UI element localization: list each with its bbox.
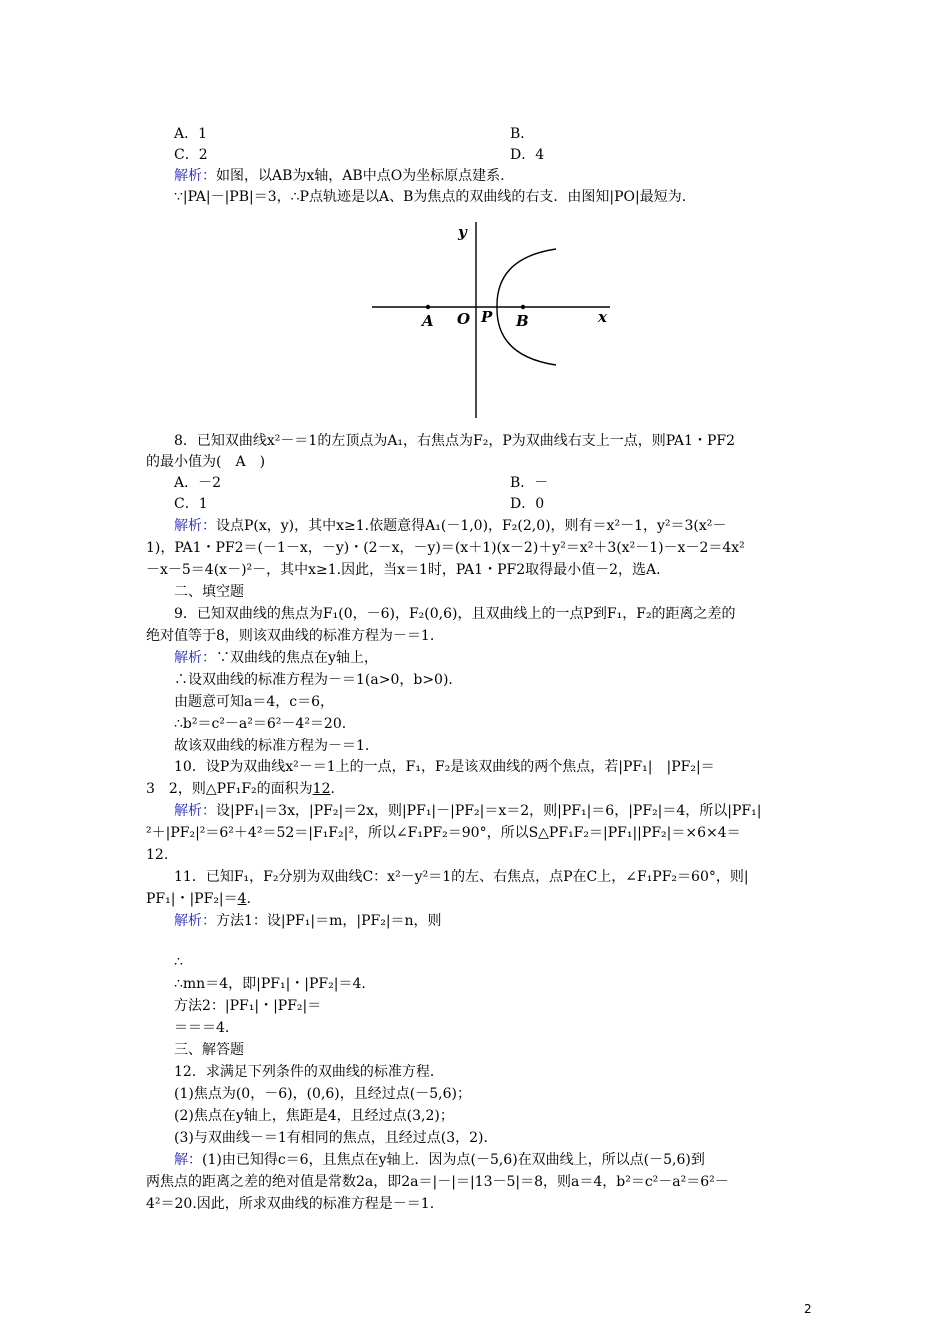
q11-solution-line-5: ＝＝＝4.	[174, 1020, 230, 1036]
q8-solution-line-1: 解析：设点P(x，y)，其中x≥1.依题意得A₁(－1,0)，F₂(2,0)，则有＝x²－1，y²＝3(x²－	[174, 518, 727, 534]
q9-line-1: 9．已知双曲线的焦点为F₁(0，－6)，F₂(0,6)，且双曲线上的一点P到F₁，F₂的距离之差的	[174, 606, 736, 622]
q10-solution-line-3: 12.	[146, 847, 169, 863]
point-a	[426, 305, 430, 309]
label-a: A	[422, 312, 434, 330]
q8-line-1: 8．已知双曲线x²－＝1的左顶点为A₁，右焦点为F₂，P为双曲线右支上一点，则PA1・PF2	[174, 433, 735, 449]
q7-solution-line-2: ∵|PA|－|PB|＝3，∴P点轨迹是以A、B为焦点的双曲线的右支．由图知|PO|最短为.	[174, 189, 687, 205]
q8-solution-line-2: 1)，PA1・PF2＝(－1－x，－y)・(2－x，－y)＝(x＋1)(x－2)＋y²＝x²＋3(x²－1)－x－2＝4x²	[146, 540, 745, 556]
q7-option-c: C．2	[174, 147, 208, 163]
q9-solution-line-4: ∴b²＝c²－a²＝6²－4²＝20.	[174, 716, 347, 732]
label-p: P	[481, 308, 493, 326]
q10-solution-line-1: 解析：设|PF₁|＝3x，|PF₂|＝2x，则|PF₁|－|PF₂|＝x＝2，则|PF₁|＝6，|PF₂|＝4，所以|PF₁|	[174, 803, 762, 819]
section-answer-heading: 三、解答题	[174, 1042, 244, 1058]
solution-label: 解析：	[174, 650, 216, 666]
q10-answer: 12	[312, 781, 331, 797]
q9-solution-line-2: ∴设双曲线的标准方程为－＝1(a>0，b>0)．	[174, 672, 463, 688]
section-fill-in-heading: 二、填空题	[174, 584, 244, 600]
q10-solution-line-2: ²＋|PF₂|²＝6²＋4²＝52＝|F₁F₂|²，所以∠F₁PF₂＝90°，所以S△PF₁F₂＝|PF₁||PF₂|＝×6×4＝	[146, 825, 741, 841]
solution-label: 解析：	[174, 913, 216, 929]
q12-solution-line-2: 两焦点的距离之差的绝对值是常数2a，即2a＝|－|＝|13－5|＝8，则a＝4，b²＝c²－a²＝6²－	[146, 1174, 729, 1190]
solution-label: 解析：	[174, 168, 216, 184]
q7-option-d: D．4	[510, 147, 545, 163]
q12-solution-line-3: 4²＝20.因此，所求双曲线的标准方程是－＝1.	[146, 1196, 435, 1212]
q7-solution-line-1: 解析：如图，以AB为x轴，AB中点O为坐标原点建系.	[174, 168, 505, 184]
label-o: O	[457, 310, 471, 328]
q12-line-1: 12．求满足下列条件的双曲线的标准方程．	[174, 1064, 444, 1080]
hyperbola-figure	[370, 218, 620, 423]
q12-solution-line-1: 解：(1)由已知得c＝6，且焦点在y轴上．因为点(－5,6)在双曲线上，所以点(－5,6)到	[174, 1152, 705, 1168]
q8-option-b: B．－	[510, 475, 549, 491]
q11-solution-line-4: 方法2：|PF₁|・|PF₂|＝	[174, 998, 322, 1014]
y-axis-label: y	[458, 223, 467, 241]
solution-label: 解：	[174, 1152, 202, 1168]
q7-option-b: B．	[510, 126, 535, 142]
solution-label: 解析：	[174, 518, 216, 534]
q10-line-2: 3 2，则△PF₁F₂的面积为12.	[146, 781, 335, 797]
q11-answer: 4	[237, 891, 247, 907]
q8-option-d: D．0	[510, 496, 545, 512]
page-number: 2	[804, 1302, 812, 1316]
label-b: B	[516, 312, 529, 330]
q9-line-2: 绝对值等于8，则该双曲线的标准方程为－＝1.	[146, 628, 435, 644]
q11-solution-line-2: ∴	[174, 954, 183, 970]
x-axis-label: x	[598, 308, 607, 326]
q11-line-1: 11．已知F₁，F₂分别为双曲线C：x²－y²＝1的左、右焦点，点P在C上，∠F₁PF₂＝60°，则|	[174, 869, 749, 885]
q8-solution-line-3: －x－5＝4(x－)²－，其中x≥1.因此，当x＝1时，PA1・PF2取得最小值－2，选A.	[146, 562, 661, 578]
q8-line-2: 的最小值为( A )	[146, 454, 266, 470]
q11-solution-line-3: ∴mn＝4，即|PF₁|・|PF₂|＝4.	[174, 976, 366, 992]
q11-solution-line-1: 解析：方法1：设|PF₁|＝m，|PF₂|＝n，则	[174, 913, 442, 929]
q12-line-3: (2)焦点在y轴上，焦距是4，且经过点(3,2)；	[174, 1108, 454, 1124]
q8-option-c: C．1	[174, 496, 208, 512]
q9-solution-line-5: 故该双曲线的标准方程为－＝1.	[174, 738, 370, 754]
q12-line-2: (1)焦点为(0，－6)，(0,6)，且经过点(－5,6)；	[174, 1086, 471, 1102]
q9-solution-line-1: 解析：∵双曲线的焦点在y轴上，	[174, 650, 378, 666]
q10-line-1: 10．设P为双曲线x²－＝1上的一点，F₁，F₂是该双曲线的两个焦点，若|PF₁| |PF₂|＝	[174, 759, 715, 775]
q12-line-4: (3)与双曲线－＝1有相同的焦点，且经过点(3，2)．	[174, 1130, 498, 1146]
q8-option-a: A．－2	[174, 475, 222, 491]
solution-label: 解析：	[174, 803, 216, 819]
q7-option-a: A．1	[174, 126, 208, 142]
q9-solution-line-3: 由题意可知a＝4，c＝6，	[174, 694, 335, 710]
point-b	[521, 305, 525, 309]
q11-line-2: PF₁|・|PF₂|＝4.	[146, 891, 252, 907]
